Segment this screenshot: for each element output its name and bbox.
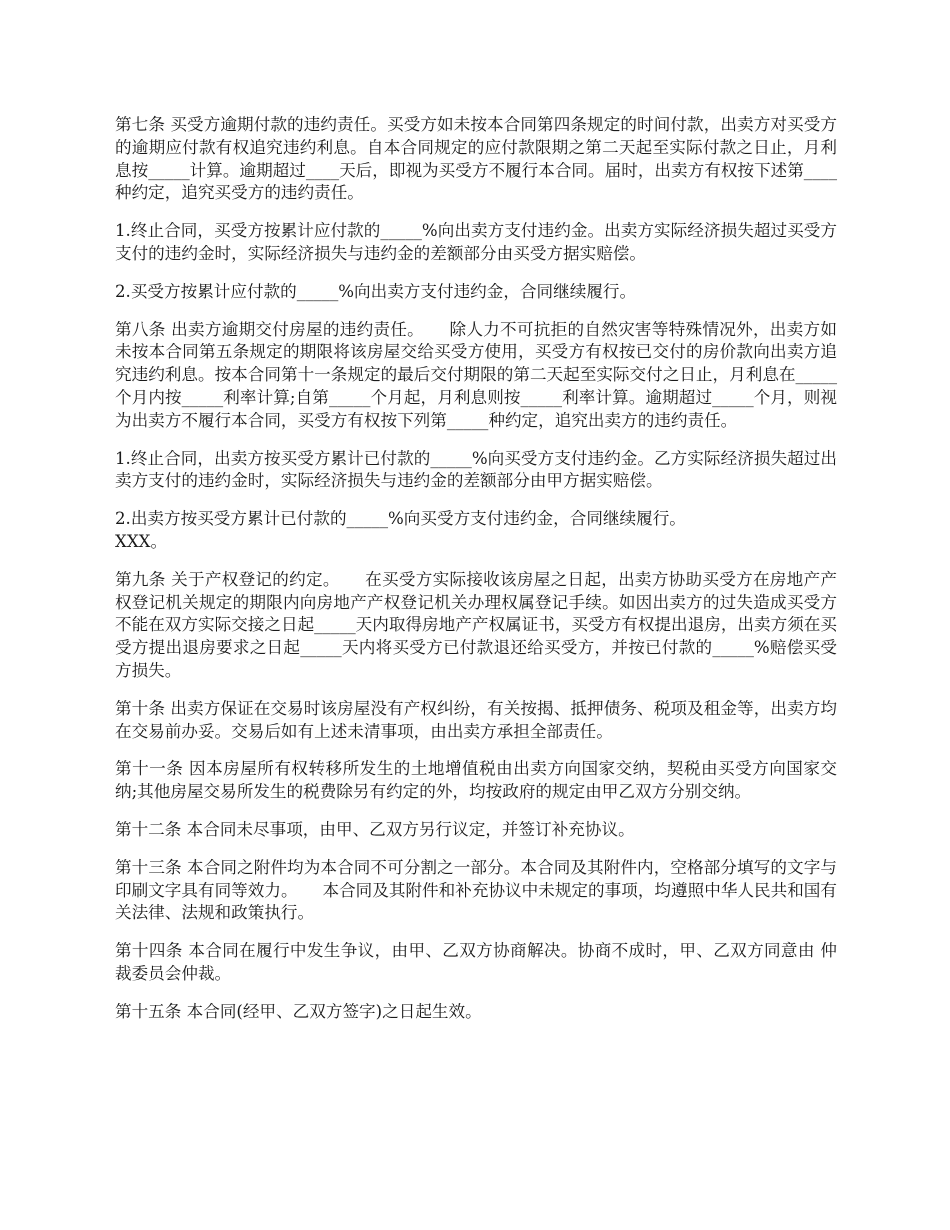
article-15-effective-date: 第十五条 本合同(经甲、乙双方签字)之日起生效。	[115, 1001, 482, 1021]
document-body	[115, 114, 837, 1039]
article-12-supplementary: 第十二条 本合同未尽事项，由甲、乙双方另行议定，并签订补充协议。	[115, 819, 635, 839]
article-8-late-delivery-liability: 第八条 出卖方逾期交付房屋的违约责任。 除人力不可抗拒的自然灾害等特殊情况外，出卖方如未按本合同第五条规定的期限将该房屋交给买受方使用，买受方有权按已交付的房价款向出卖方追究违约利息。按本合同第十一条规定的最后交付期限的第二天起至实际交付之日止，月利息在_____个月内按_____利率计算;自第_____个月起，月利息则按_____利率计算。逾期超过_____个月，则视为出卖方不履行本合同，买受方有权按下列第_____种约定，追究出卖方的违约责任。	[115, 319, 837, 430]
article-9-title-registration: 第九条 关于产权登记的约定。 在买受方实际接收该房屋之日起，出卖方协助买受方在房地产产权登记机关规定的期限内向房地产产权登记机关办理权属登记手续。如因出卖方的过失造成买受方不能在双方实际交接之日起_____天内取得房地产产权属证书，买受方有权提出退房，出卖方须在买受方提出退房要求之日起_____天内将买受方已付款退还给买受方，并按已付款的_____%赔偿买受方损失。	[115, 569, 837, 680]
article-10-no-title-dispute: 第十条 出卖方保证在交易时该房屋没有产权纠纷，有关按揭、抵押债务、税项及租金等，出卖方均在交易前办妥。交易后如有上述未清事项，由出卖方承担全部责任。	[115, 698, 837, 741]
article-8-option-1-terminate: 1.终止合同，出卖方按买受方累计已付款的_____%向买受方支付违约金。乙方实际经济损失超过出卖方支付的违约金时，实际经济损失与违约金的差额部分由甲方据实赔偿。	[115, 448, 837, 491]
article-7-option-2-continue: 2.买受方按累计应付款的_____%向出卖方支付违约金，合同继续履行。	[115, 281, 637, 301]
article-7-late-payment-liability: 第七条 买受方逾期付款的违约责任。买受方如未按本合同第四条规定的时间付款，出卖方对买受方的逾期应付款有权追究违约利息。自本合同规定的应付款限期之第二天起至实际付款之日止，月利息按_____计算。逾期超过____天后，即视为买受方不履行本合同。届时，出卖方有权按下述第____种约定，追究买受方的违约责任。	[115, 115, 837, 203]
article-11-taxes: 第十一条 因本房屋所有权转移所发生的土地增值税由出卖方向国家交纳，契税由买受方向国家交纳;其他房屋交易所发生的税费除另有约定的外，均按政府的规定由甲乙双方分别交纳。	[115, 759, 837, 802]
article-7-option-1-terminate: 1.终止合同，买受方按累计应付款的_____%向出卖方支付违约金。出卖方实际经济损失超过买受方支付的违约金时，实际经济损失与违约金的差额部分由买受方据实赔偿。	[115, 221, 837, 263]
article-13-attachments: 第十三条 本合同之附件均为本合同不可分割之一部分。本合同及其附件内，空格部分填写的文字与印刷文字具有同等效力。 本合同及其附件和补充协议中未规定的事项，均遵照中华人民共和国有关法律、法规和政策执行。	[115, 857, 837, 923]
article-8-option-2-continue: 2.出卖方按买受方累计已付款的_____%向买受方支付违约金，合同继续履行。 XXX。	[115, 509, 686, 551]
article-14-disputes: 第十四条 本合同在履行中发生争议，由甲、乙双方协商解决。协商不成时，甲、乙双方同意由 仲裁委员会仲裁。	[115, 941, 837, 983]
